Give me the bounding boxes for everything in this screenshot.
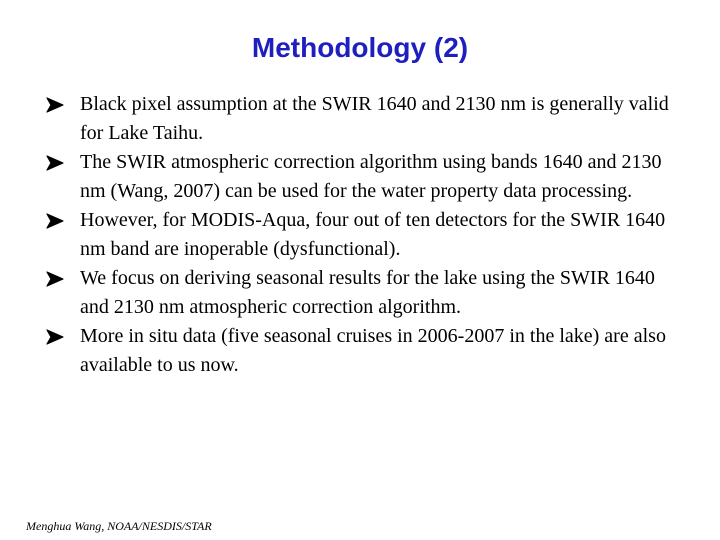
footer-credit: Menghua Wang, NOAA/NESDIS/STAR [26, 519, 212, 533]
bullet-item [46, 148, 686, 206]
arrow-bullet-icon [46, 206, 70, 235]
bullet-text: The SWIR atmospheric correction algorithm using bands 1640 and 2130 nm (Wang, 2007) can be used for the water property data processing. [80, 151, 662, 202]
arrow-bullet-icon [46, 148, 70, 177]
arrow-bullet-icon [46, 264, 70, 293]
bullet-item [46, 90, 686, 148]
bullet-item [46, 322, 686, 380]
arrow-bullet-icon [46, 322, 70, 351]
bullet-text: However, for MODIS-Aqua, four out of ten detectors for the SWIR 1640 nm band are inoperable (dysfunctional). [80, 209, 666, 260]
bullet-text: Black pixel assumption at the SWIR 1640 and 2130 nm is generally valid for Lake Taihu. [80, 93, 669, 144]
bullet-item [46, 264, 686, 322]
bullet-text: We focus on deriving seasonal results for the lake using the SWIR 1640 and 2130 nm atmospheric correction algorithm. [80, 267, 655, 318]
slide-title: Methodology (2) [251, 32, 469, 63]
bullet-item [46, 206, 686, 264]
bullet-list [46, 90, 686, 380]
arrow-bullet-icon [46, 90, 70, 119]
bullet-text: More in situ data (five seasonal cruises in 2006-2007 in the lake) are also available to us now. [80, 325, 666, 376]
